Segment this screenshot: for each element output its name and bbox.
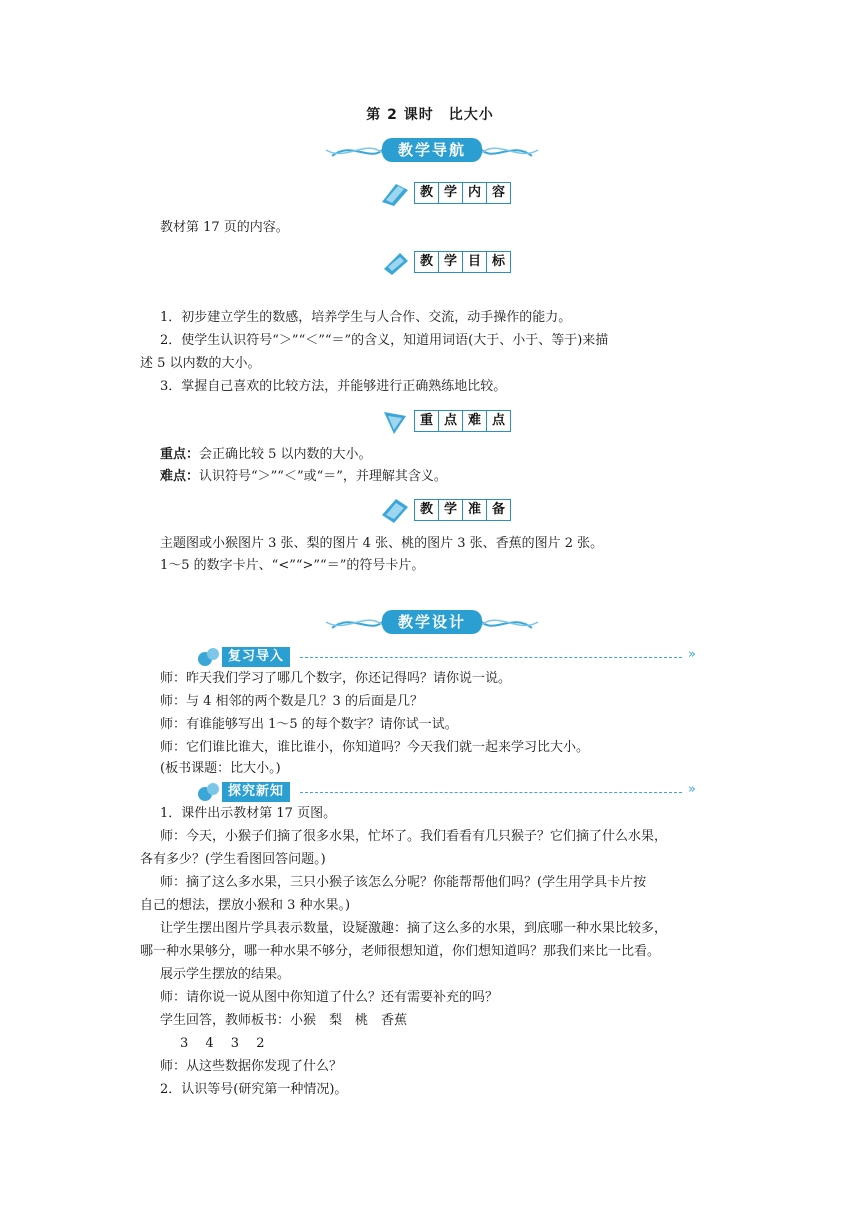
explore-line: 1．课件出示教材第 17 页图。 (160, 806, 337, 821)
heading-char: 学 (439, 500, 463, 520)
design-banner (322, 606, 542, 640)
review-line: 师：昨天我们学习了哪几个数字，你还记得吗？请你说一说。 (160, 671, 512, 686)
heading-char: 标 (491, 254, 505, 269)
prep-line: 主题图或小猴图片 3 张、梨的图片 4 张、桃的图片 3 张、香蕉的图片 2 张。 (160, 536, 604, 551)
flag-icon (380, 408, 410, 434)
explore-line: 师：从这些数据你发现了什么？ (160, 1059, 343, 1074)
explore-line: 师：摘了这么多水果，三只小猴子该怎么分呢？你能帮帮他们吗？(学生用学具卡片按 (160, 875, 647, 890)
goal-line: 2．使学生认识符号“＞”“＜”“＝”的含义，知道用词语(大于、小于、等于)来描 (160, 333, 609, 348)
goal-line: 1．初步建立学生的数感，培养学生与人合作、交流，动手操作的能力。 (160, 310, 572, 325)
review-line: 师：与 4 相邻的两个数是几？3 的后面是几？ (160, 694, 423, 709)
heading-char: 教 (415, 252, 439, 272)
puzzle-icon (196, 780, 222, 804)
heading-char: 目 (463, 252, 487, 272)
review-line: 师：有谁能够写出 1～5 的每个数字？请你试一试。 (160, 717, 458, 732)
pencil-icon (380, 249, 410, 275)
content-text: 教材第 17 页的内容。 (160, 220, 289, 235)
heading-char: 容 (491, 185, 505, 200)
heading-char: 难 (463, 411, 487, 431)
explore-line: 师：请你说一说从图中你知道了什么？还有需要补充的吗？ (160, 990, 499, 1005)
puzzle-icon (196, 645, 222, 669)
dashed-divider (300, 657, 682, 658)
explore-line: 让学生摆出图片学具表示数量，设疑激趣：摘了这么多的水果，到底哪一种水果比较多， (160, 921, 668, 936)
heading-char: 准 (463, 500, 487, 520)
prep-line: 1～5 的数字卡片、“<”“>”“＝”的符号卡片。 (160, 558, 425, 573)
explore-line: 各有多少？(学生看图回答问题。) (140, 852, 326, 867)
heading-char: 点 (439, 411, 463, 431)
explore-line: 3 4 3 2 (180, 1036, 265, 1051)
explore-line: 展示学生摆放的结果。 (160, 967, 291, 982)
heading-char: 教 (415, 183, 439, 203)
explore-line: 2．认识等号(研究第一种情况)。 (160, 1082, 348, 1097)
explore-line: 学生回答，教师板书：小猴 梨 桃 香蕉 (160, 1013, 408, 1028)
key-text: 会正确比较 5 以内数的大小。 (199, 447, 372, 462)
section-review (196, 645, 696, 669)
goal-line: 述 5 以内数的大小。 (140, 356, 261, 371)
explore-line: 自己的想法，摆放小猴和 3 种水果。) (140, 898, 351, 913)
double-arrow-icon: » (688, 782, 696, 797)
double-arrow-icon: » (688, 647, 696, 662)
guide-banner (322, 134, 542, 168)
heading-char: 点 (491, 413, 505, 428)
banner-title: 教学设计 (397, 613, 466, 631)
heading-char: 备 (491, 502, 505, 517)
heading-char: 学 (439, 183, 463, 203)
book-icon (380, 180, 410, 206)
section-label: 复习导入 (222, 647, 290, 667)
dashed-divider (300, 792, 682, 793)
banner-title: 教学导航 (397, 141, 466, 159)
explore-line: 师：今天，小猴子们摘了很多水果，忙坏了。我们看看有几只猴子？它们摘了什么水果， (160, 829, 668, 844)
heading-char: 内 (463, 183, 487, 203)
hard-text: 认识符号“＞”“＜”或“＝”，并理解其含义。 (199, 469, 447, 484)
key-label: 重点： (160, 447, 200, 462)
explore-line: 哪一种水果够分，哪一种水果不够分，老师很想知道，你们想知道吗？那我们来比一比看。 (140, 944, 661, 959)
hard-label: 难点： (160, 469, 200, 484)
goal-line: 3．掌握自己喜欢的比较方法，并能够进行正确熟练地比较。 (160, 379, 507, 394)
key-point (160, 445, 372, 465)
heading-char: 学 (439, 252, 463, 272)
heading-char: 教 (415, 500, 439, 520)
hard-point (160, 467, 447, 487)
review-line: 师：它们谁比谁大，谁比谁小，你知道吗？今天我们就一起来学习比大小。 (160, 740, 590, 755)
cards-icon (380, 497, 410, 523)
section-label: 探究新知 (222, 782, 290, 802)
section-explore (196, 780, 696, 804)
lesson-title: 第 2 课时 比大小 (366, 107, 494, 123)
heading-char: 重 (415, 411, 439, 431)
review-line: (板书课题：比大小。) (160, 761, 281, 776)
